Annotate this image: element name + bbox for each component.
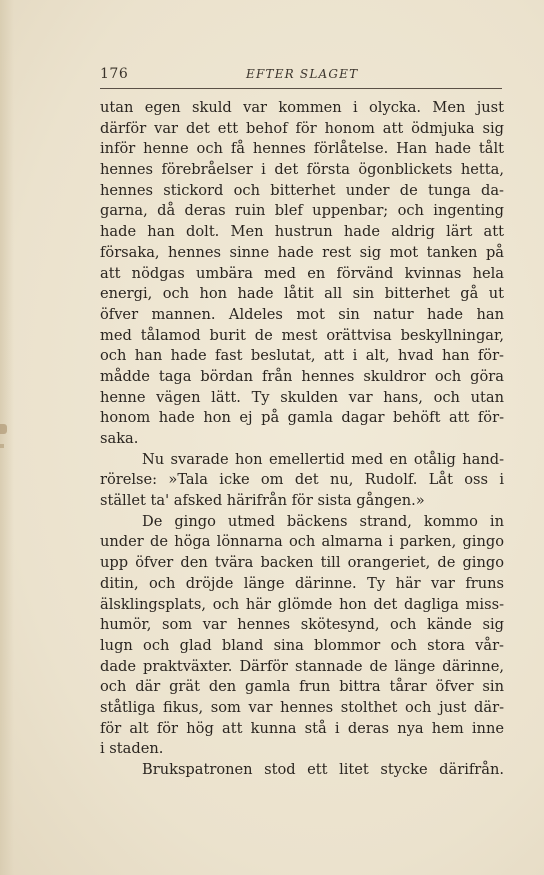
text-line: att nödgas umbära med en förvänd kvinnas hela: [100, 264, 504, 282]
text-line: saka.: [100, 430, 139, 447]
text-line: dade praktväxter. Därför stannade de länge därinne,: [100, 657, 504, 675]
text-line: honom hade hon ej på gamla dagar behöft att för-: [100, 409, 504, 427]
body-text: [100, 98, 504, 781]
running-head: EFTER SLAGET: [246, 67, 359, 81]
text-line: energi, och hon hade låtit all sin bitterhet gå ut: [100, 285, 504, 303]
page-gutter-shadow: [0, 0, 14, 875]
text-line: ditin, och dröjde länge därinne. Ty här var fruns: [100, 574, 504, 592]
text-line: och där grät den gamla frun bittra tårar öfver sin: [100, 678, 504, 696]
text-line: försaka, hennes sinne hade rest sig mot tanken på: [100, 243, 504, 261]
text-line: Nu svarade hon emellertid med en otålig hand-: [142, 450, 504, 468]
text-line: för alt för hög att kunna stå i deras nya hem inne: [100, 719, 504, 737]
text-line: utan egen skuld var kommen i olycka. Men just: [100, 99, 504, 116]
text-line: garna, då deras ruin blef uppenbar; och ingenting: [100, 202, 504, 220]
page-number: 176: [100, 66, 129, 82]
text-line: De gingo utmed bäckens strand, kommo in: [142, 512, 504, 530]
text-line: mådde taga bördan från hennes skuldror och göra: [100, 367, 504, 385]
text-line: med tålamod burit de mest orättvisa beskyllningar,: [100, 326, 504, 344]
text-line: i staden.: [100, 740, 164, 758]
text-line: ståtliga fikus, som var hennes stolthet och just där-: [100, 698, 504, 716]
text-line: henne vägen lätt. Ty skulden var hans, och utan: [100, 388, 504, 406]
margin-stain: [0, 424, 7, 434]
text-line: älsklingsplats, och här glömde hon det dagliga miss-: [100, 595, 504, 613]
margin-stain-small: [0, 444, 4, 448]
page-header: [100, 66, 502, 88]
text-line: därför var det ett behof för honom att ödmjuka sig: [100, 119, 504, 137]
text-line: och han hade fast beslutat, att i alt, hvad han för-: [100, 347, 504, 365]
text-line: hennes stickord och bitterhet under de tunga da-: [100, 181, 504, 199]
header-rule: [100, 88, 502, 89]
text-line: humör, som var hennes skötesynd, och kände sig: [100, 616, 504, 634]
text-line: öfver mannen. Aldeles mot sin natur hade han: [100, 305, 504, 323]
text-line: rörelse: »Tala icke om det nu, Rudolf. Låt oss i: [100, 471, 504, 489]
text-line: hennes förebråelser i det första ögonblickets hetta,: [100, 161, 504, 179]
text-line: under de höga lönnarna och almarna i parken, gingo: [100, 533, 504, 551]
text-line: upp öfver den tvära backen till orangeriet, de gingo: [100, 554, 504, 572]
text-line: Brukspatronen stod ett litet stycke därifrån.: [142, 761, 504, 778]
text-line: hade han dolt. Men hustrun hade aldrig lärt att: [100, 223, 504, 241]
text-line: stället ta' afsked härifrån för sista gången.»: [100, 492, 425, 510]
text-line: lugn och glad bland sina blommor och stora vår-: [100, 636, 504, 654]
text-line: inför henne och få hennes förlåtelse. Han hade tålt: [100, 140, 504, 158]
